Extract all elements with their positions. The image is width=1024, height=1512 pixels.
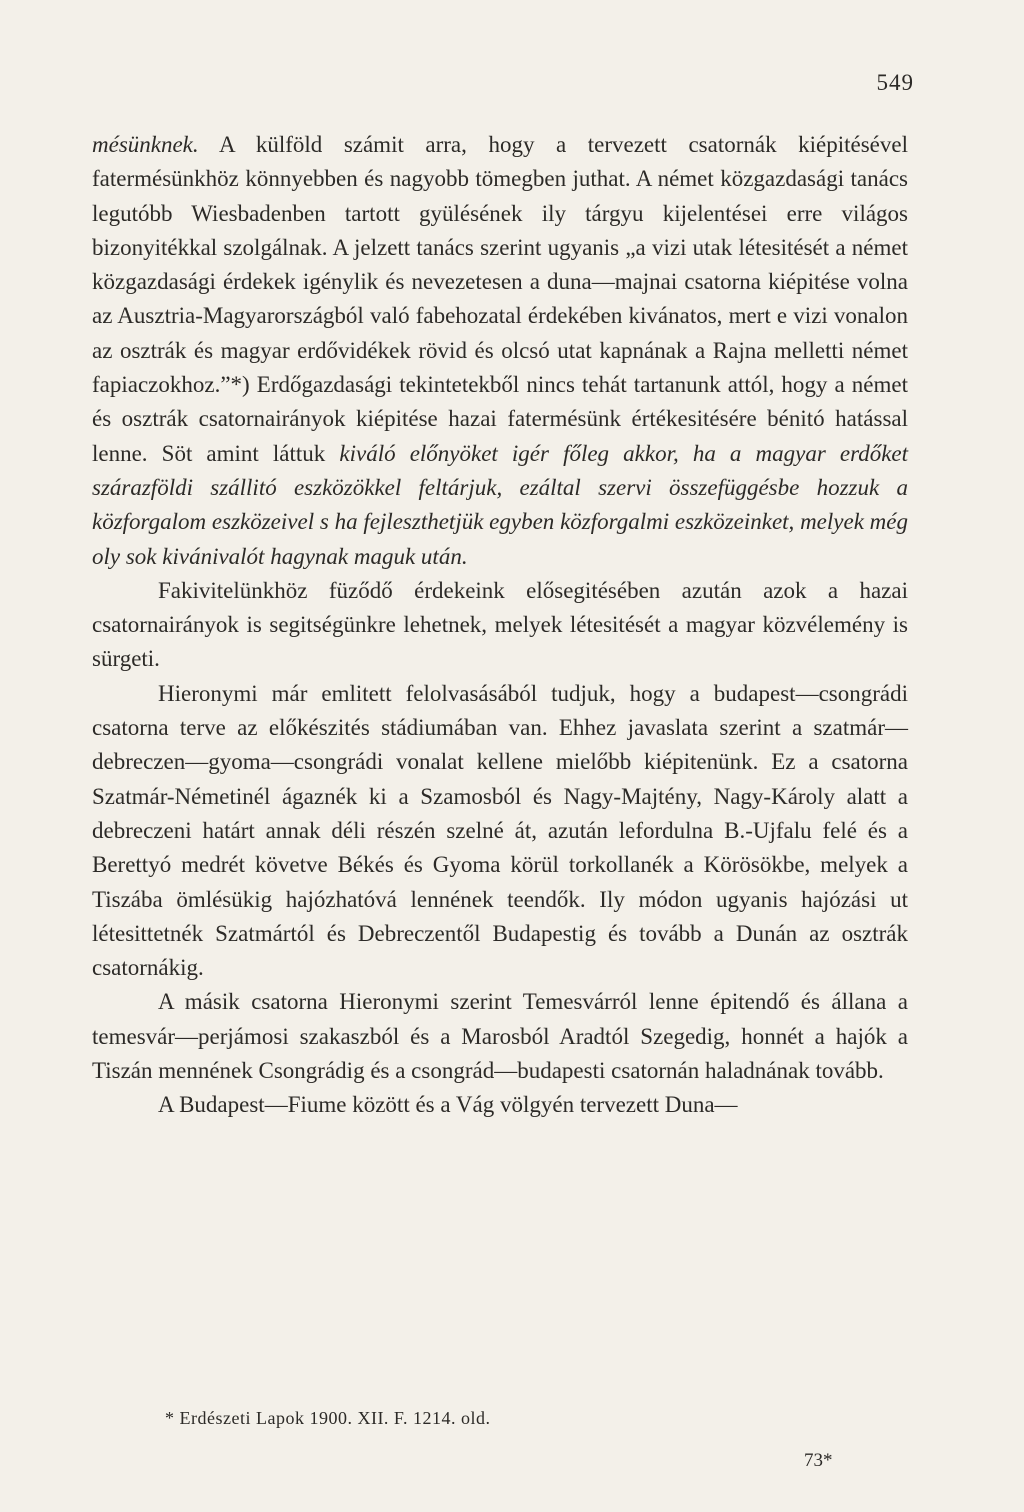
paragraph xyxy=(92,985,908,1088)
footnote: * Erdészeti Lapok 1900. XII. F. 1214. old. xyxy=(165,1408,491,1428)
text-run: Fakivitelünkhöz füződő érdekeink elősegitésében azután azok a hazai csatornairányok is segitségünkre lehetnek, melyek létesitését a magyar közvélemény is sürgeti. xyxy=(92,577,908,672)
italic-text-run: kiváló előnyöket igér főleg akkor, ha a magyar erdőket szárazföldi szállitó eszközökkel feltárjuk, ezáltal szervi összefüggésbe hozzuk a közforgalom eszközeivel s ha fejleszthetjük egyben közforgalmi eszközeinket, melyek még oly sok kivánivalót hagynak maguk után. xyxy=(92,440,908,569)
page-number: 549 xyxy=(876,70,914,95)
signature-mark: 73* xyxy=(804,1450,833,1471)
text-run: A Budapest—Fiume között és a Vág völgyén tervezett Duna— xyxy=(158,1092,738,1118)
paragraph xyxy=(92,677,908,986)
text-run: A külföld számit arra, hogy a tervezett csatornák kiépitésével fatermésünkhöz könnyebben és nagyobb tömegben juthat. A német közgazdasági tanács legutóbb Wiesbadenben tartott gyülésének ily tárgyu kijelentései erre világos bizonyitékkal szolgálnak. A jelzett tanács szerint ugyanis „a vizi utak létesitését a német közgazdasági érdekek igénylik és nevezetesen a duna—majnai csatorna kiépitése volna az Ausztria-Magyarországból való fabehozatal érdekében kivánatos, mert e vizi vonalon az osztrák és magyar erdővidékek rövid és olcsó utat kapnának a Rajna melletti német fapiaczokhoz.”*) Erdőgazdasági tekintetekből nincs tehát tartanunk attól, hogy a német és osztrák csatornairányok kiépitése hazai fatermésünk értékesitésére bénitó hatással lenne. Söt amint láttuk xyxy=(92,132,908,466)
paragraph xyxy=(92,1088,908,1122)
text-run: A másik csatorna Hieronymi szerint Temesvárról lenne épitendő és állana a temesvár—perjámosi szakaszból és a Marosból Aradtól Szegedig, honnét a hajók a Tiszán mennének Csongrádig és a csongrád—budapesti csatornán haladnának tovább. xyxy=(92,989,908,1084)
body-text xyxy=(92,128,908,1123)
paragraph xyxy=(92,128,908,574)
text-run: Hieronymi már emlitett felolvasásából tudjuk, hogy a budapest—csongrádi csatorna terve az előkészités stádiumában van. Ehhez javaslata szerint a szatmár—debreczen—gyoma—csongrádi vonalat kellene mielőbb kiépitenünk. Ez a csatorna Szatmár-Németinél ágaznék ki a Szamosból és Nagy-Majtény, Nagy-Károly alatt a debreczeni határt annak déli részén szelné át, azután lefordulna B.-Ujfalu felé és a Berettyó medrét követve Békés és Gyoma körül torkollanék a Körösökbe, melyek a Tiszába ömlésükig hajózhatóvá lennének teendők. Ily módon ugyanis hajózási ut létesittetnék Szatmártól és Debreczentől Budapestig és tovább a Dunán az osztrák csatornákig. xyxy=(92,680,908,981)
paragraph xyxy=(92,574,908,677)
italic-text-run: mésünknek. xyxy=(92,132,199,157)
